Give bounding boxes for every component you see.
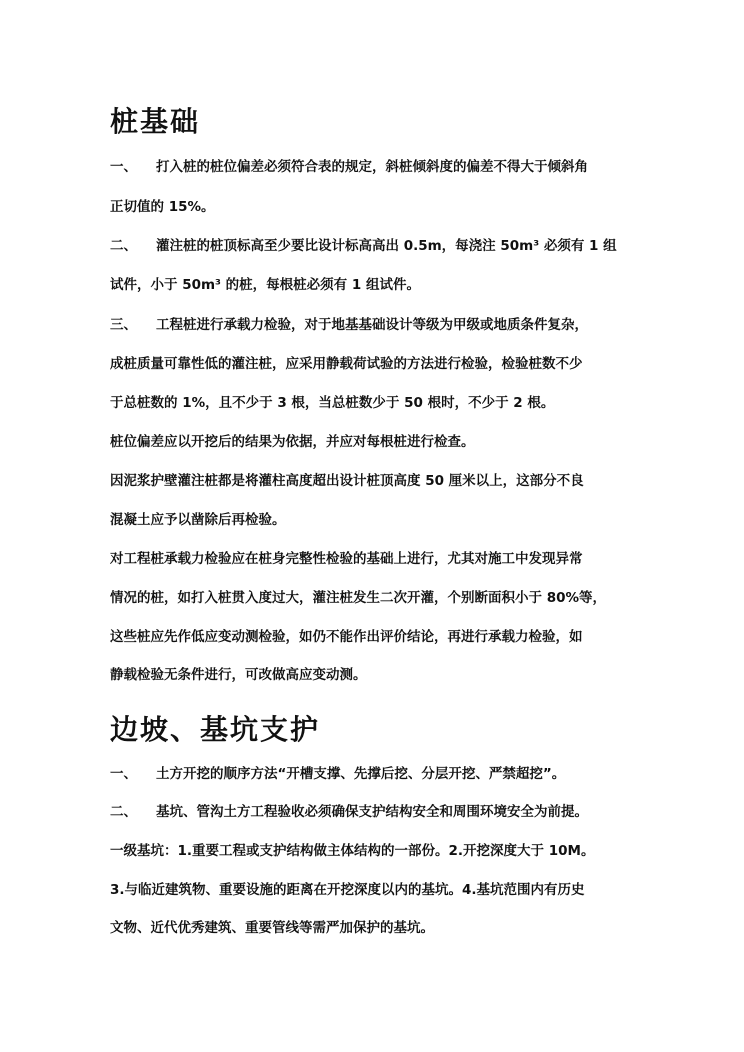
support-item-1-text: 土方开挖的顺序方法“开槽支撑、先撑后挖、分层开挖、严禁超挖”。 — [156, 766, 566, 782]
support-item-2-line-1 — [110, 803, 634, 821]
para-bearing-test-line-4: 静载检验无条件进行，可改做高应变动测。 — [110, 667, 367, 683]
item-1-line-2: 正切值的 15%。 — [110, 199, 215, 215]
support-item-2-number: 二、 — [110, 804, 137, 820]
item-2-line-1 — [110, 237, 634, 255]
item-1-number: 一、 — [110, 159, 137, 175]
support-item-2-text: 基坑、管沟土方工程验收必须确保支护结构安全和周围环境安全为前提。 — [156, 804, 588, 820]
para-first-class-pit-line-1: 一级基坑：1.重要工程或支护结构做主体结构的一部份。2.开挖深度大于 10M。 — [110, 843, 595, 859]
item-2-line-2: 试件，小于 50m³ 的桩，每根桩必须有 1 组试件。 — [110, 277, 420, 293]
para-first-class-pit-line-3: 文物、近代优秀建筑、重要管线等需严加保护的基坑。 — [110, 920, 434, 936]
para-mud-pile-line-1: 因泥浆护壁灌注桩都是将灌柱高度超出设计桩顶高度 50 厘米以上，这部分不良 — [110, 473, 584, 489]
support-item-1-number: 一、 — [110, 766, 137, 782]
item-2-number: 二、 — [110, 238, 137, 254]
para-bearing-test-line-3: 这些桩应先作低应变动测检验，如仍不能作出评价结论，再进行承载力检验，如 — [110, 629, 583, 645]
para-bearing-test-line-2: 情况的桩，如打入桩贯入度过大，灌注桩发生二次开灌，个别断面积小于 80%等， — [110, 590, 607, 606]
para-pile-deviation: 桩位偏差应以开挖后的结果为依据，并应对每根桩进行检查。 — [110, 434, 475, 450]
item-1-line-1 — [110, 158, 634, 176]
item-3-line-1 — [110, 316, 634, 334]
item-3-line-3: 于总桩数的 1%，且不少于 3 根，当总桩数少于 50 根时，不少于 2 根。 — [110, 395, 555, 411]
para-first-class-pit-line-2: 3.与临近建筑物、重要设施的距离在开挖深度以内的基坑。4.基坑范围内有历史 — [110, 882, 585, 898]
section-title-slope-support: 边坡、基坑支护 — [110, 713, 321, 746]
section-title-pile-foundation: 桩基础 — [110, 105, 201, 138]
item-3-text: 工程桩进行承载力检验，对于地基基础设计等级为甲级或地质条件复杂， — [156, 317, 588, 333]
para-bearing-test-line-1: 对工程桩承载力检验应在桩身完整性检验的基础上进行，尤其对施工中发现异常 — [110, 551, 583, 567]
item-3-line-2: 成桩质量可靠性低的灌注桩，应采用静载荷试验的方法进行检验，检验桩数不少 — [110, 356, 583, 372]
para-mud-pile-line-2: 混凝土应予以凿除后再检验。 — [110, 512, 286, 528]
item-3-number: 三、 — [110, 317, 137, 333]
item-1-text: 打入桩的桩位偏差必须符合表的规定，斜桩倾斜度的偏差不得大于倾斜角 — [156, 159, 588, 175]
item-2-text: 灌注桩的桩顶标高至少要比设计标高高出 0.5m，每浇注 50m³ 必须有 1 组 — [156, 238, 617, 254]
support-item-1-line-1 — [110, 765, 634, 783]
